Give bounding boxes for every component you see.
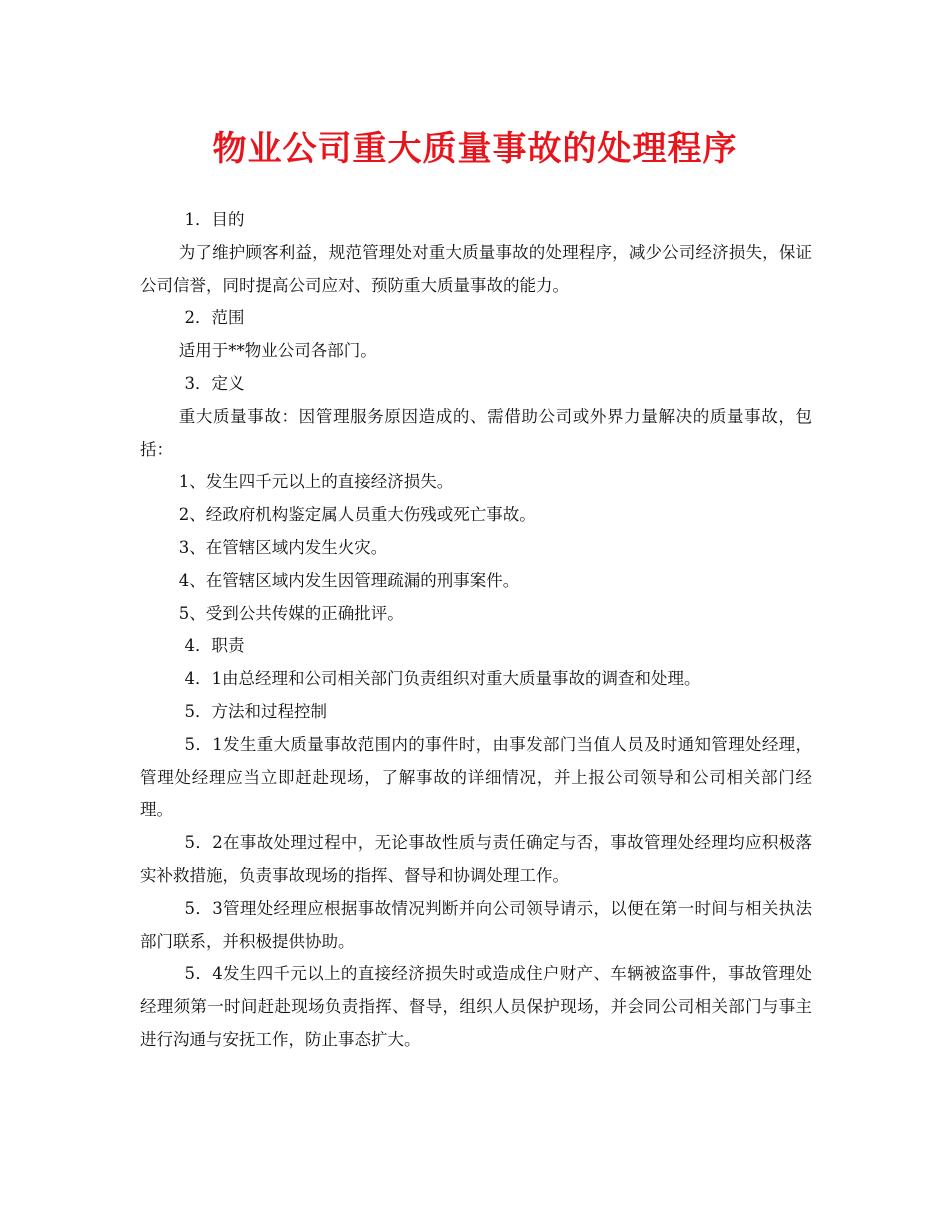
paragraph-definition: 重大质量事故：因管理服务原因造成的、需借助公司或外界力量解决的质量事故，包括： [140, 406, 812, 459]
section-heading-definition: 3．定义 [184, 373, 245, 393]
paragraph-5-1: 5．1发生重大质量事故范围内的事件时，由事发部门当值人员及时通知管理处经理，管理处经理应当立即赶赴现场，了解事故的详细情况，并上报公司领导和公司相关部门经理。 [140, 734, 812, 820]
paragraph-5-4: 5．4发生四千元以上的直接经济损失时或造成住户财产、车辆被盗事件，事故管理处经理须第一时间赶赴现场负责指挥、督导，组织人员保护现场，并会同公司相关部门与事主进行沟通与安抚工作，防止事态扩大。 [140, 964, 812, 1049]
paragraph-scope: 适用于**物业公司各部门。 [178, 341, 377, 361]
paragraph-purpose: 为了维护顾客利益，规范管理处对重大质量事故的处理程序，减少公司经济损失，保证公司信誉，同时提高公司应对、预防重大质量事故的能力。 [140, 242, 812, 295]
list-item-3: 3、在管辖区域内发生火灾。 [178, 537, 388, 557]
section-heading-methods: 5．方法和过程控制 [184, 701, 328, 721]
document-body [140, 204, 812, 1057]
paragraph-5-2: 5．2在事故处理过程中，无论事故性质与责任确定与否，事故管理处经理均应积极落实补救措施，负责事故现场的指挥、督导和协调处理工作。 [140, 833, 812, 885]
paragraph-4-1: 4．1由总经理和公司相关部门负责组织对重大质量事故的调查和处理。 [184, 669, 701, 689]
paragraph-5-3: 5．3管理处经理应根据事故情况判断并向公司领导请示，以便在第一时间与相关执法部门联系，并积极提供协助。 [140, 898, 812, 951]
section-heading-purpose: 1．目的 [184, 210, 245, 229]
document-title: 物业公司重大质量事故的处理程序 [212, 129, 738, 169]
section-heading-responsibility: 4．职责 [184, 636, 245, 656]
list-item-1: 1、发生四千元以上的直接经济损失。 [178, 472, 454, 492]
list-item-4: 4、在管辖区域内发生因管理疏漏的刑事案件。 [178, 570, 520, 590]
list-item-2: 2、经政府机构鉴定属人员重大伤残或死亡事故。 [178, 505, 536, 525]
section-heading-scope: 2．范围 [184, 308, 245, 328]
list-item-5: 5、受到公共传媒的正确批评。 [178, 603, 404, 623]
